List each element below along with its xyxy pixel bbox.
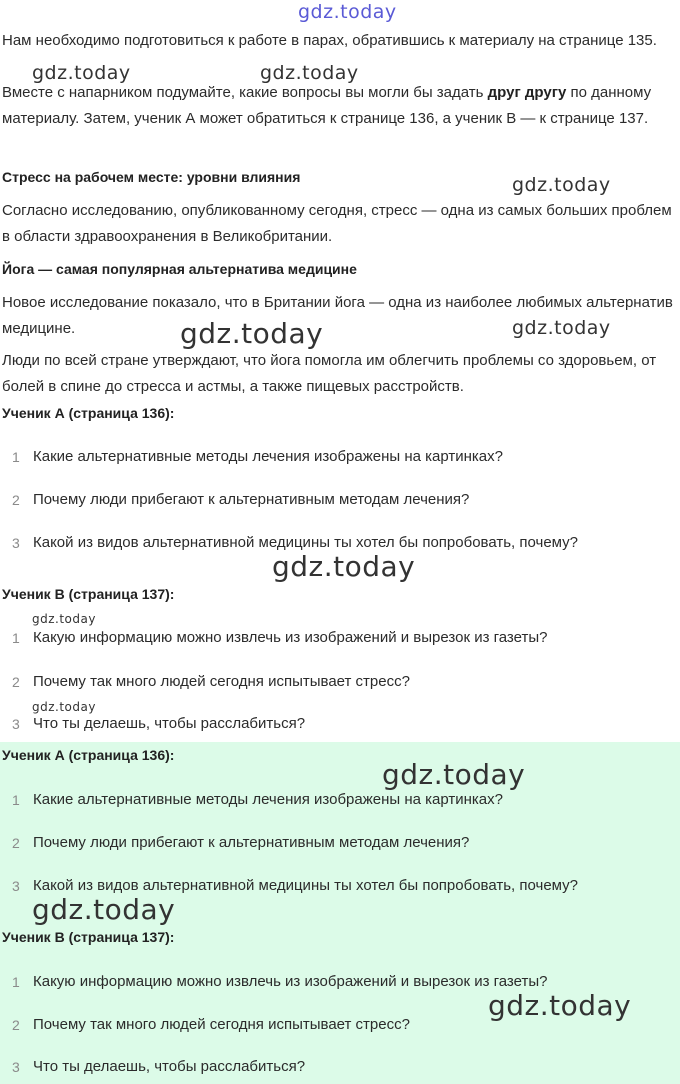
question-text: Какой из видов альтернативной медицины ты хотел бы попробовать, почему? <box>33 877 578 894</box>
question-number: 2 <box>12 1017 20 1033</box>
question-number: 2 <box>12 835 20 851</box>
question-text: Какую информацию можно извлечь из изображений и вырезок из газеты? <box>33 629 548 646</box>
intro-paragraph-2 <box>2 80 678 132</box>
answer-student-a-title: Ученик А (страница 136): <box>2 747 175 763</box>
watermark: gdz.today <box>512 317 611 339</box>
question-text: Почему люди прибегают к альтернативным методам лечения? <box>33 834 470 851</box>
question-number: 2 <box>12 674 20 690</box>
student-a-title: Ученик А (страница 136): <box>2 405 175 421</box>
question-text: Какую информацию можно извлечь из изображений и вырезок из газеты? <box>33 973 548 990</box>
watermark: gdz.today <box>298 1 397 23</box>
list-item <box>0 831 680 855</box>
section-text-stress: Согласно исследованию, опубликованному сегодня, стресс — одна из самых больших проблем в области здравоохранения в Великобритании. <box>2 202 672 245</box>
watermark: gdz.today <box>260 62 359 84</box>
question-number: 2 <box>12 492 20 508</box>
question-number: 3 <box>12 535 20 551</box>
section-text-yoga-1: Новое исследование показало, что в Британии йога — одна из наиболее любимых альтернатив медицине. <box>2 294 673 337</box>
list-item <box>0 712 680 736</box>
answer-student-b-title: Ученик В (страница 137): <box>2 929 175 945</box>
intro-text-after: по данному материалу. Затем, ученик А может обратиться к странице 136, а ученик В — к странице 137. <box>2 84 652 127</box>
question-number: 3 <box>12 878 20 894</box>
watermark: gdz.today <box>382 758 526 791</box>
watermark: gdz.today <box>32 62 131 84</box>
watermark: gdz.today <box>32 893 176 926</box>
intro-bold-phrase: друг другу <box>487 84 567 101</box>
watermark: gdz.today <box>272 550 416 583</box>
question-number: 1 <box>12 630 20 646</box>
intro-text-before: Вместе с напарником подумайте, какие вопросы вы могли бы задать <box>2 84 488 101</box>
question-number: 3 <box>12 716 20 732</box>
list-item <box>0 445 680 469</box>
section-heading-yoga: Йога — самая популярная альтернатива медицине <box>2 261 357 277</box>
question-text: Что ты делаешь, чтобы расслабиться? <box>33 715 306 732</box>
question-text: Что ты делаешь, чтобы расслабиться? <box>33 1058 306 1075</box>
question-text: Почему так много людей сегодня испытывает стресс? <box>33 1016 410 1033</box>
watermark: gdz.today <box>32 612 96 626</box>
student-b-title: Ученик В (страница 137): <box>2 586 175 602</box>
question-text: Какие альтернативные методы лечения изображены на картинках? <box>33 448 503 465</box>
watermark: gdz.today <box>32 700 96 714</box>
question-number: 1 <box>12 449 20 465</box>
watermark: gdz.today <box>512 174 611 196</box>
list-item <box>0 626 680 650</box>
question-number: 1 <box>12 792 20 808</box>
section-text-yoga-2: Люди по всей стране утверждают, что йога помогла им облегчить проблемы со здоровьем, от болей в спине до стресса и астмы, а также пищевых расстройств. <box>2 352 657 395</box>
list-item <box>0 670 680 694</box>
list-item <box>0 488 680 512</box>
question-text: Какой из видов альтернативной медицины ты хотел бы попробовать, почему? <box>33 534 578 551</box>
question-text: Какие альтернативные методы лечения изображены на картинках? <box>33 791 503 808</box>
question-number: 1 <box>12 974 20 990</box>
intro-paragraph-1: Нам необходимо подготовиться к работе в парах, обратившись к материалу на странице 135. <box>2 32 657 49</box>
list-item <box>0 1055 680 1079</box>
watermark: gdz.today <box>180 317 324 350</box>
section-heading-stress: Стресс на рабочем месте: уровни влияния <box>2 169 301 185</box>
question-text: Почему так много людей сегодня испытывает стресс? <box>33 673 410 690</box>
question-text: Почему люди прибегают к альтернативным методам лечения? <box>33 491 470 508</box>
list-item <box>0 788 680 812</box>
question-number: 3 <box>12 1059 20 1075</box>
watermark: gdz.today <box>488 989 632 1022</box>
